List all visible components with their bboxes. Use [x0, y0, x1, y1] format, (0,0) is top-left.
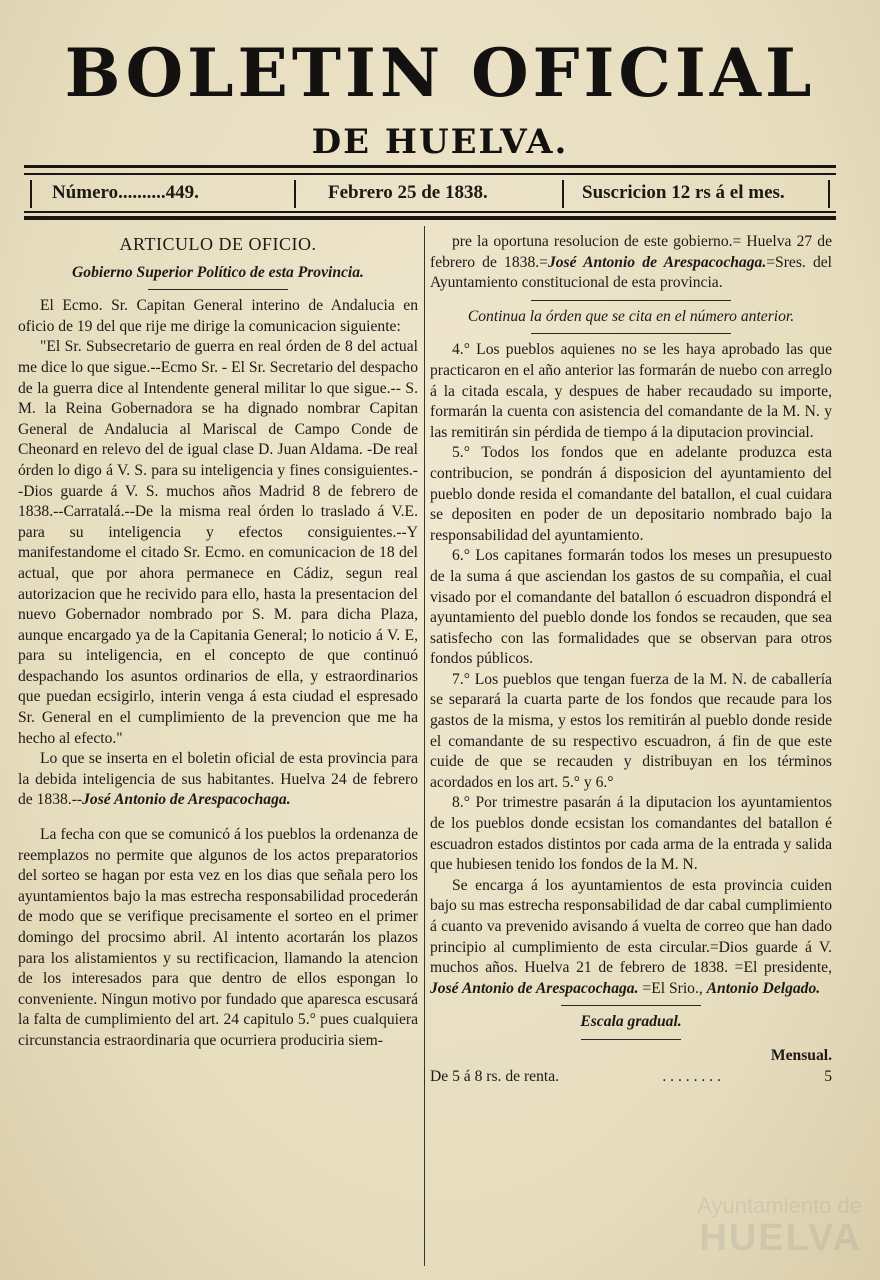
scale-row [430, 1067, 832, 1088]
article-paragraph: El Ecmo. Sr. Capitan General interino de Andalucia en oficio de 19 del que rije me dirige la comunicacion siguiente: [18, 297, 418, 335]
left-column [18, 232, 418, 1272]
article-6: 6.° Los capitanes formarán todos los meses un presupuesto de la suma á que asciendan los gastos de su compañia, el cual visado por el comandante del batallon ó escuadron dispondrá el ayuntamiento del pueblo donde los fondos se recauden, que sea satisfecho con las formalidades que se observan para otros fondos públicos. [430, 547, 832, 668]
scale-title-rule [581, 1039, 681, 1040]
article-7: 7.° Los pueblos que tengan fuerza de la M. N. de caballería se separará la cuarta parte de los fondos que recaude para los gastos de la misma, y estos los remitirán al pueblo donde reside el comandante de su respectivo escuadron, á fin de que este cuide de que se recauden y distribuyan en los términos acordados en los art. 5.° y 6.° [430, 670, 832, 791]
issue-date: Febrero 25 de 1838. [328, 182, 488, 203]
section-title: ARTICULO DE OFICIO. [119, 234, 317, 254]
info-bar-divider [828, 180, 830, 208]
closing-paragraph [430, 876, 832, 1000]
scale-row-value: 5 [824, 1067, 832, 1085]
scale-column-header: Mensual. [770, 1046, 832, 1064]
subtitle-rule [148, 289, 288, 290]
issue-number: Número..........449. [52, 182, 199, 203]
article-paragraph [18, 749, 418, 811]
top-rule-thick [24, 165, 836, 168]
scale-row-label: De 5 á 8 rs. de renta. [430, 1067, 560, 1085]
info-bar-divider [294, 180, 296, 208]
watermark-city: HUELVA [699, 1217, 862, 1259]
issue-info-bar [24, 178, 836, 210]
article-paragraph: La fecha con que se comunicó á los pueblos la ordenanza de reemplazos no permite que algunos de los actos preparatorios del sorteo se hagan por esta vez en los dias que señala pero los ayuntamientos bajo la mas estrecha responsabilidad procederán de modo que se verifique precisamente el sorteo en el primer domingo del procsimo abril. Al intento acortarán los plazos para los alistamientos y su rectificacion, llamando la atencion de los interesados para que dentro de ellos espongan lo conveniente. Ningun motivo por fundado que aparesca escusará la falta de cumplimiento del art. 24 capitulo 5.° pues cualquiera circunstancia estraordinaria que ocurriera produciria siem- [18, 826, 418, 1049]
paragraph-text: Lo que se inserta en el boletin oficial de esta provincia para la debida inteligencia de sus habitantes. Huelva 24 de febrero de 1838.-- [18, 750, 418, 809]
watermark-line: Ayuntamiento de [697, 1193, 862, 1218]
top-rule-thin [24, 173, 836, 175]
section-rule [561, 1005, 701, 1006]
masthead-title: BOLETIN OFICIAL [64, 34, 816, 112]
column-divider [424, 226, 425, 1266]
masthead-subtitle: DE HUELVA. [311, 122, 569, 162]
subscription-price: Suscricion 12 rs á el mes. [582, 182, 785, 203]
paragraph-text: =Sres. del Ayuntamiento constitucional de esta provincia. [430, 253, 832, 292]
signature: José Antonio de Arespacochaga. [547, 253, 767, 271]
paragraph-text: Se encarga á los ayuntamientos de esta provincia cuiden bajo su mas estrecha responsabilidad de dar cabal cumplimiento á cuanto va prevenido avisando á vuelta de correo que han dado principio al cumplimiento de esta circular.=Dios guarde á V. muchos años. Huelva 21 de febrero de 1838. =El presidente, [430, 876, 832, 977]
scale-row-dots: . . . . . . . . [662, 1067, 721, 1085]
info-bar-divider [562, 180, 564, 208]
info-bar-divider [30, 180, 32, 208]
article-8: 8.° Por trimestre pasarán á la diputacion los ayuntamientos de los pueblos donde ecsistan los comandantes del batallon é escuadron estados distintos por cada arma de la entrada y salida que hubiesen tenido los fondos de la M. N. [430, 794, 832, 874]
article-4: 4.° Los pueblos aquienes no se les haya aprobado las que practicaron en el año anterior las formarán de nuebo con arreglo á la citada escala, y despues de haber recaudado su importe, formarán la cuenta con asistencia del comandante de la M. N. y las remitirán sin pérdida de tiempo á la diputacion provincial. [430, 341, 832, 441]
scale-title: Escala gradual. [580, 1013, 682, 1031]
section-rule [531, 300, 731, 301]
article-paragraph [430, 232, 832, 294]
section-subtitle: Gobierno Superior Político de esta Provincia. [72, 263, 364, 281]
bottom-rule-thick [24, 216, 836, 220]
article-5: 5.° Todos los fondos que en adelante produzca esta contribucion, se pondrán á disposicion del ayuntamiento del pueblo donde resida el comandante del batallon, el cual cuidara se depositen en poder de un depositario nombrado bajo la responsabilidad del ayuntamiento. [430, 444, 832, 544]
paragraph-text: =El Srio., [642, 979, 703, 997]
signature-secretary: Antonio Delgado. [706, 979, 821, 997]
section-rule [531, 333, 731, 334]
paragraph-text: pre la oportuna resolucion de este gobierno.= Huelva 27 de febrero de 1838.= [430, 233, 832, 271]
bottom-rule-thin [24, 211, 836, 213]
continued-order-heading: Continua la órden que se cita en el número anterior. [467, 307, 795, 325]
right-column [430, 232, 832, 1272]
article-paragraph: "El Sr. Subsecretario de guerra en real órden de 8 del actual me dice lo que sigue.--Ecmo Sr. - El Sr. Secretario del despacho de la guerra dice al Intendente general militar lo que sigue.-- S. M. la Reina Gobernadora se ha dignado nombrar Capitan General de Andalucia al Mariscal de Campo Conde de Cheonard en relevo del de igual clase D. Juan Aldama. -De real órden lo digo á V. S. para su inteligencia y fines consiguientes.--Dios guarde á V. S. muchos años Madrid 8 de febrero de 1838.--Carratalá.--De la misma real órden lo traslado á V.E. para su inteligencia y efectos consiguientes.--Y manifestandome el citado Sr. Ecmo. en comunicacion de 18 del actual, que por ahora permanece en Cádiz, segun real autorizacion que he recivido para ello, hasta la presentacion del nuevo Gobernador nombrado por S. M. para dicha Plaza, aunque encargado ya de la Capitania General; lo noticio á V. E, para su inteligencia, en el concepto de que continuó despachando los asuntos ordinarios de ella, y estraordinarios que puedan ecsigirlo, interin venga á esta ciudad el espresado Sr. General en el cumplimiento de la prevencion que me ha hecho al efecto." [18, 338, 418, 747]
signature-president: José Antonio de Arespacochaga. [430, 979, 639, 997]
spacer [18, 811, 418, 825]
signature: José Antonio de Arespacochaga. [82, 791, 291, 809]
